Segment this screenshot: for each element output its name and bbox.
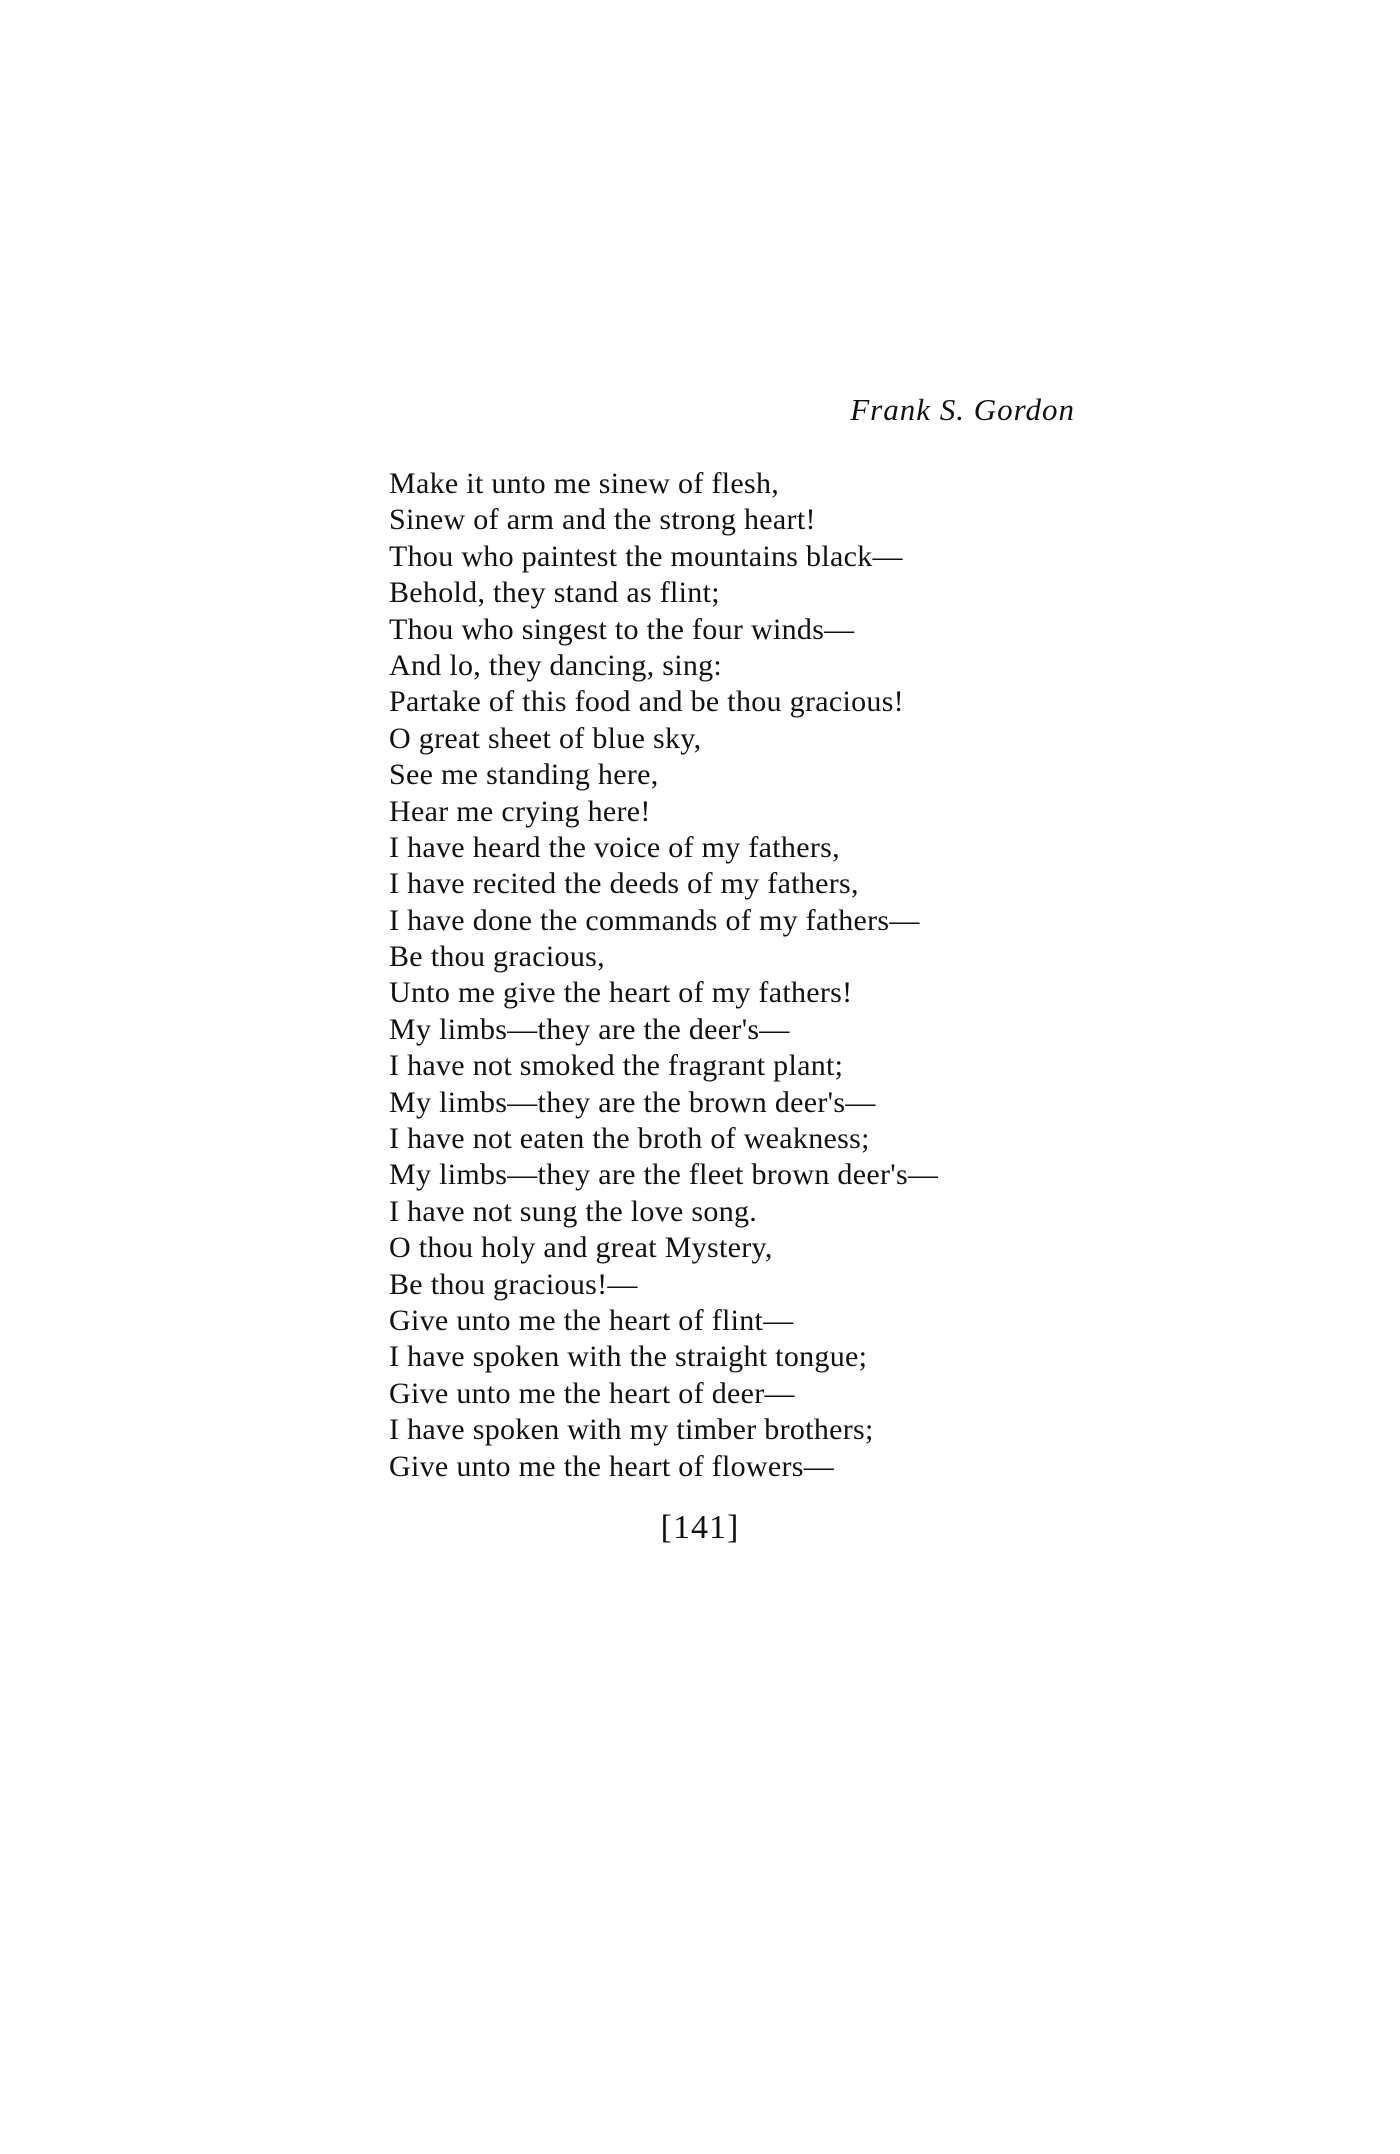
poem-line: And lo, they dancing, sing: <box>389 648 723 682</box>
poem-line: I have spoken with my timber brothers; <box>389 1413 874 1447</box>
poem-line: Sinew of arm and the strong heart! <box>389 503 816 537</box>
poem-line: I have not eaten the broth of weakness; <box>389 1122 870 1156</box>
poem-line: Be thou gracious, <box>389 940 605 974</box>
poem-line: I have not sung the love song. <box>389 1194 758 1228</box>
poem-line: Behold, they stand as flint; <box>389 576 720 610</box>
poem-line: O thou holy and great Mystery, <box>389 1231 773 1265</box>
poem-line: Hear me crying here! <box>389 794 651 828</box>
poem-line: Thou who singest to the four winds— <box>389 612 855 646</box>
poem-line: Be thou gracious!— <box>389 1267 638 1301</box>
poem-line: My limbs—they are the brown deer's— <box>389 1085 876 1119</box>
poem-line: Thou who paintest the mountains black— <box>389 539 903 573</box>
poem-line: I have not smoked the fragrant plant; <box>389 1049 844 1083</box>
poem-line: Give unto me the heart of flint— <box>389 1303 794 1337</box>
poem-line: I have heard the voice of my fathers, <box>389 830 840 864</box>
poem-line: Give unto me the heart of flowers— <box>389 1449 835 1483</box>
poem-line: Unto me give the heart of my fathers! <box>389 976 853 1010</box>
poem-line: My limbs—they are the fleet brown deer's— <box>389 1158 939 1192</box>
poem-line: I have spoken with the straight tongue; <box>389 1340 868 1374</box>
poem-line: O great sheet of blue sky, <box>389 721 702 755</box>
poem-text <box>389 466 938 1485</box>
poem-line: Make it unto me sinew of flesh, <box>389 467 780 500</box>
poem-line: My limbs—they are the deer's— <box>389 1012 790 1046</box>
poem-line: Give unto me the heart of deer— <box>389 1376 795 1410</box>
running-header-author: Frank S. Gordon <box>850 392 1075 427</box>
poem-line: Partake of this food and be thou gracious! <box>389 685 904 719</box>
page-number: [141] <box>660 1509 740 1546</box>
poem-line: See me standing here, <box>389 758 659 792</box>
poem-line: I have recited the deeds of my fathers, <box>389 867 859 901</box>
poem-line: I have done the commands of my fathers— <box>389 903 920 937</box>
